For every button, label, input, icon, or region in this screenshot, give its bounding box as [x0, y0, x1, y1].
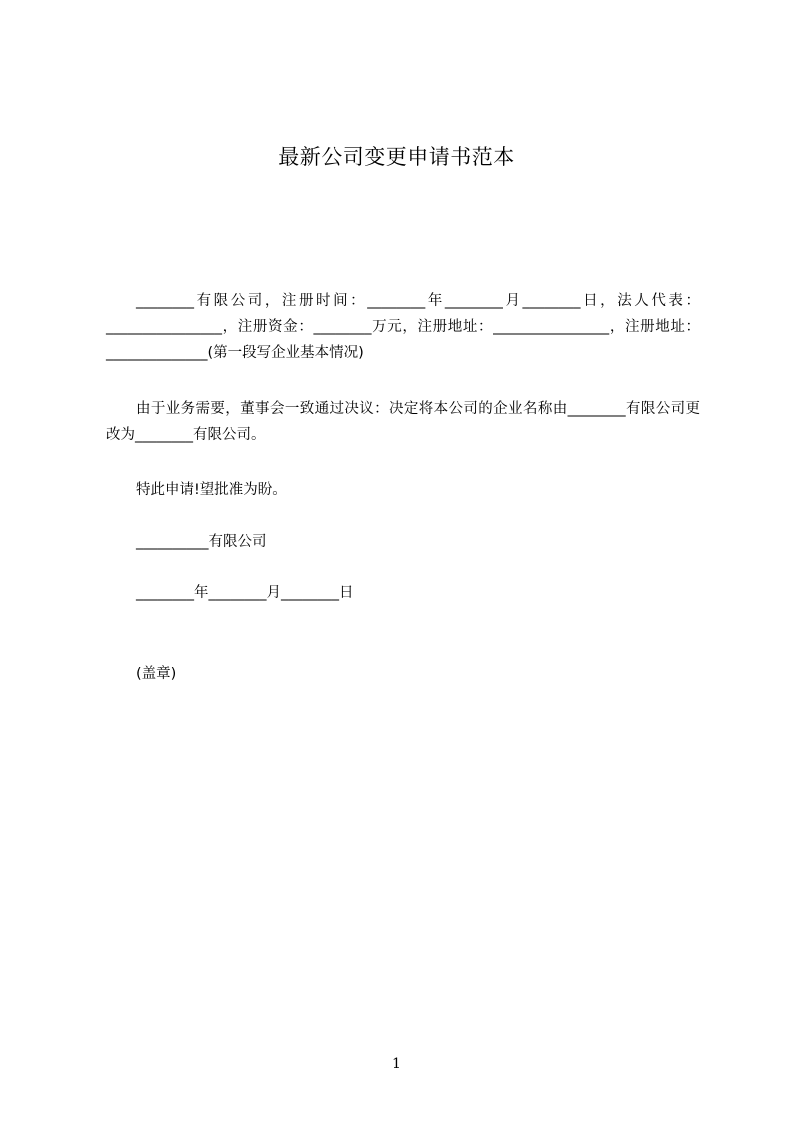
- paragraph-change-resolution: 由于业务需要，董事会一致通过决议：决定将本公司的企业名称由________有限公司更改为________有限公司。: [106, 401, 700, 443]
- signature-date-line: ________年________月________日: [136, 585, 354, 601]
- seal-label: (盖章): [136, 666, 177, 682]
- signature-company-line: __________有限公司: [136, 534, 267, 550]
- page-number: 1: [392, 1056, 401, 1072]
- paragraph-company-info: ________有限公司，注册时间：________年________月________日，法人代表：________________，注册资金：________万元，注册地址：________________，注册地址：______________(第一段写企业基本情况): [106, 293, 700, 361]
- paragraph-request: 特此申请!望批准为盼。: [136, 482, 287, 498]
- document-title: 最新公司变更申请书范本: [278, 145, 515, 169]
